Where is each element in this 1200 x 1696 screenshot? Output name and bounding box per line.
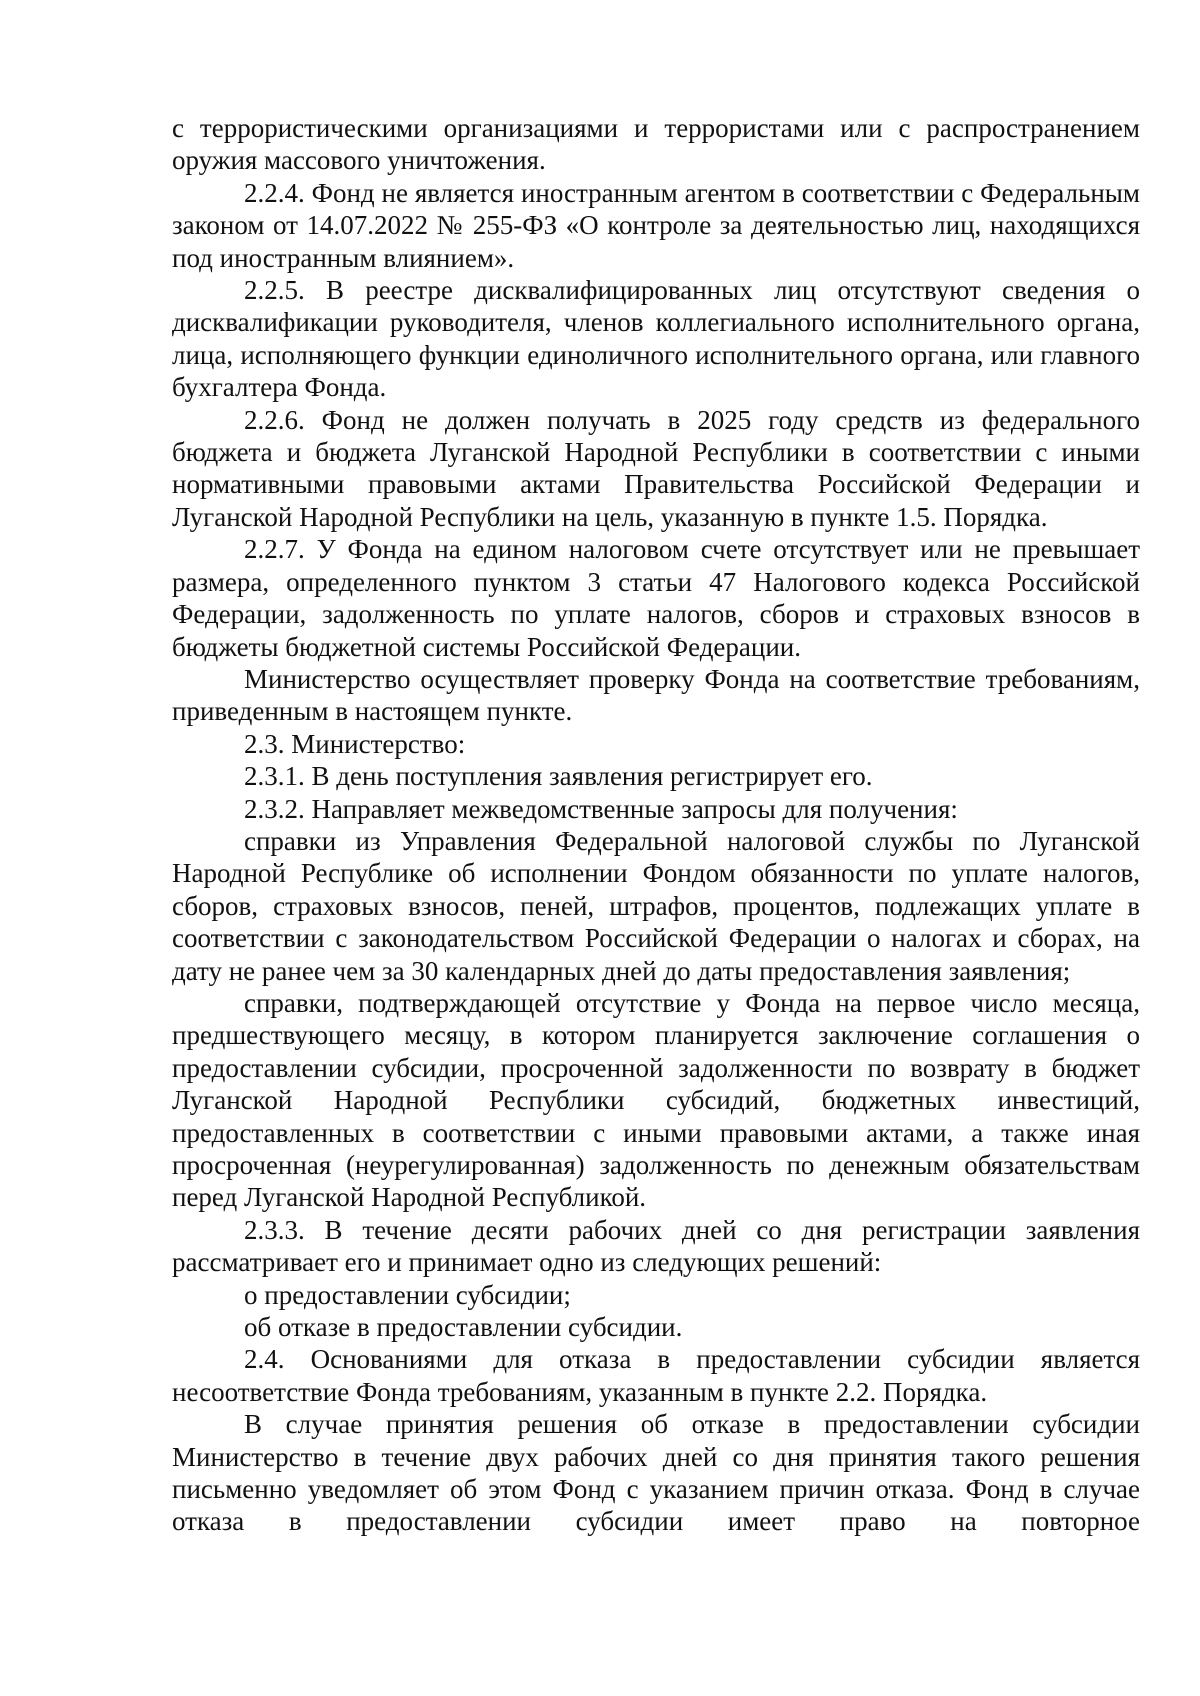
paragraph-2-3-3: 2.3.3. В течение десяти рабочих дней со дня регистрации заявления рассматривает его и принимает одно из следующих решений:	[172, 1214, 1140, 1278]
paragraph-2-2-7: 2.2.7. У Фонда на едином налоговом счете отсутствует или не превышает размера, определенного пунктом 3 статьи 47 Налогового кодекса Российской Федерации, задолженность по уплате налогов, сборов и страховых взносов в бюджеты бюджетной системы Российской Федерации.	[172, 534, 1140, 662]
document-body	[172, 112, 1140, 1538]
paragraph-2-2-5: 2.2.5. В реестре дисквалифицированных лиц отсутствуют сведения о дисквалификации руководителя, членов коллегиального исполнительного органа, лица, исполняющего функции единоличного исполнительного органа, или главного бухгалтера Фонда.	[172, 275, 1140, 403]
paragraph-refusal-notice: В случае принятия решения об отказе в предоставлении субсидии Министерство в течение двух рабочих дней со дня принятия такого решения письменно уведомляет об этом Фонд с указанием причин отказа. Фонд в случае отказа в предоставлении субсидии имеет право на повторное	[172, 1409, 1140, 1537]
paragraph-2-4: 2.4. Основаниями для отказа в предоставлении субсидии является несоответствие Фонда требованиям, указанным в пункте 2.2. Порядка.	[172, 1344, 1140, 1407]
paragraph-ministry-check: Министерство осуществляет проверку Фонда на соответствие требованиям, приведенным в настоящем пункте.	[172, 663, 1140, 727]
paragraph-2-3-1: 2.3.1. В день поступления заявления регистрирует его.	[244, 761, 873, 792]
paragraph-2-3-2: 2.3.2. Направляет межведомственные запросы для получения:	[244, 793, 958, 824]
paragraph-2-2-6: 2.2.6. Фонд не должен получать в 2025 году средств из федерального бюджета и бюджета Луганской Народной Республики в соответствии с иными нормативными правовыми актами Правительства Российской Федерации и Луганской Народной Республики на цель, указанную в пункте 1.5. Порядка.	[172, 404, 1140, 532]
paragraph-decision-grant: о предоставлении субсидии;	[244, 1279, 571, 1310]
paragraph-2-3: 2.3. Министерство:	[244, 728, 466, 759]
paragraph-continuation: с террористическими организациями и террористами или с распространением оружия массового уничтожения.	[172, 113, 1140, 176]
paragraph-2-2-4: 2.2.4. Фонд не является иностранным агентом в соответствии с Федеральным законом от 14.07.2022 № 255-ФЗ «О контроле за деятельностью лиц, находящихся под иностранным влиянием».	[172, 177, 1140, 273]
paragraph-tax-certificate: справки из Управления Федеральной налоговой службы по Луганской Народной Республике об исполнении Фондом обязанности по уплате налогов, сборов, страховых взносов, пеней, штрафов, процентов, подлежащих уплате в соответствии с законодательством Российской Федерации о налогах и сборах, на дату не ранее чем за 30 календарных дней до даты предоставления заявления;	[172, 825, 1140, 986]
paragraph-debt-certificate: справки, подтверждающей отсутствие у Фонда на первое число месяца, предшествующего месяцу, в котором планируется заключение соглашения о предоставлении субсидии, просроченной задолженности по возврату в бюджет Луганской Народной Республики субсидий, бюджетных инвестиций, предоставленных в соответствии с иными правовыми актами, а также иная просроченная (неурегулированная) задолженность по денежным обязательствам перед Луганской Народной Республикой.	[172, 987, 1140, 1213]
paragraph-decision-refuse: об отказе в предоставлении субсидии.	[244, 1312, 683, 1343]
